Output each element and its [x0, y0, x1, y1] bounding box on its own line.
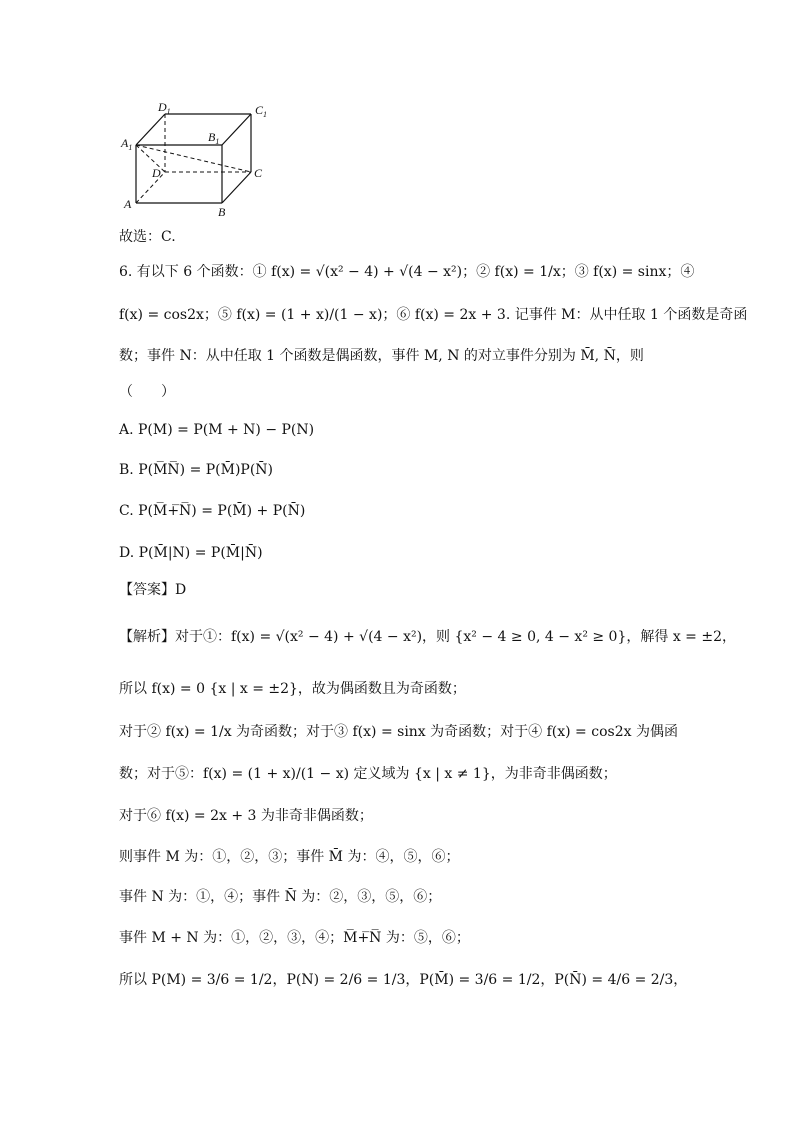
analysis-line-4: 数；对于⑤：f(x) = (1 + x)/(1 − x) 定义域为 {x | x ≠ 1}，为非奇非偶函数； [119, 766, 617, 782]
answer-label: 【答案】D [119, 582, 187, 598]
analysis-line-6: 则事件 M 为：①，②，③；事件 M̄ 为：④，⑤，⑥； [119, 849, 460, 865]
edge-B-C [222, 172, 251, 203]
question-6-parentheses: （ ） [119, 384, 175, 400]
svg-text:A1: $A_1$ [121, 136, 133, 152]
svg-text:B1: $B_1$ [208, 130, 220, 146]
analysis-line-1: 【解析】对于①：f(x) = √(x² − 4) + √(4 − x²)，则 {x² − 4 ≥ 0, 4 − x² ≥ 0}，解得 x = ±2， [119, 629, 736, 645]
option-a: A. P(M) = P(M + N) − P(N) [119, 422, 315, 438]
question-6-line-3: 数；事件 N：从中任取 1 个函数是偶函数，事件 M, N 的对立事件分别为 M̄, N̄，则 [119, 348, 644, 364]
label-C1: C [255, 103, 264, 117]
label-C: C [254, 166, 263, 180]
svg-text:C1: $C_1$ [255, 103, 268, 119]
label-D1: D [158, 100, 167, 114]
edge-A1-D1 [136, 114, 165, 145]
question-6-line-2: f(x) = cos2x；⑤ f(x) = (1 + x)/(1 − x)；⑥ f(x) = 2x + 3. 记事件 M：从中任取 1 个函数是奇函 [119, 307, 748, 323]
analysis-line-9: 所以 P(M) = 3/6 = 1/2，P(N) = 2/6 = 1/3，P(M̄) = 3/6 = 1/2，P(N̄) = 4/6 = 2/3， [119, 972, 688, 988]
svg-text:D1: $D_1$ [158, 100, 171, 116]
analysis-line-7: 事件 N 为：①，④；事件 N̄ 为：②，③，⑤，⑥； [119, 889, 442, 905]
question-6-line-1: 6. 有以下 6 个函数：① f(x) = √(x² − 4) + √(4 − x²)；② f(x) = 1/x；③ f(x) = sinx；④ [119, 264, 695, 280]
option-c: C. P(M̅+̅N̅) = P(M̄) + P(N̄) [119, 503, 306, 519]
label-B1: B [208, 130, 216, 144]
label-D: D [152, 166, 161, 180]
analysis-line-8: 事件 M + N 为：①，②，③，④；M̅+̅N̅ 为：⑤，⑥； [119, 930, 470, 946]
answer-choice-line: 故选：C. [119, 229, 176, 245]
analysis-line-2: 所以 f(x) = 0 {x | x = ±2}，故为偶函数且为奇函数； [119, 681, 466, 697]
option-b: B. P(M̅N̅) = P(M̄)P(N̄) [119, 462, 274, 478]
label-B: B [218, 205, 226, 219]
label-A: A [124, 197, 132, 211]
edge-B1-C1 [222, 114, 251, 145]
option-d: D. P(M̄|N) = P(M̄|N̄) [119, 545, 263, 561]
label-A1: A [121, 136, 129, 150]
analysis-line-5: 对于⑥ f(x) = 2x + 3 为非奇非偶函数； [119, 808, 373, 824]
analysis-line-3: 对于② f(x) = 1/x 为奇函数；对于③ f(x) = sinx 为奇函数；对于④ f(x) = cos2x 为偶函 [119, 724, 678, 740]
